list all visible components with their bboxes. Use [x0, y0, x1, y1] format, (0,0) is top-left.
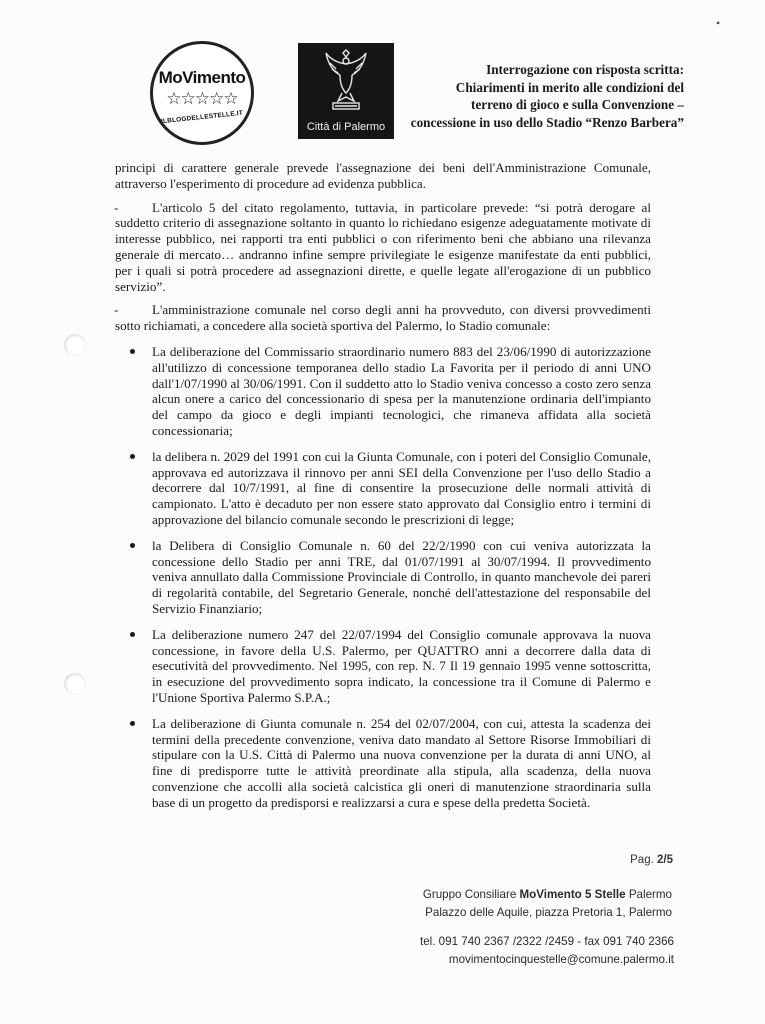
citta-di-palermo-logo: [298, 43, 394, 139]
title-line: Chiarimenti in merito alle condizioni del: [455, 79, 684, 95]
dash-marker: -: [114, 302, 119, 318]
group-line: [423, 886, 672, 904]
dash-marker: -: [114, 199, 119, 215]
paragraph-text: L'amministrazione comunale nel corso degli anni ha provveduto, con diversi provvedimenti sotto richiamati, a concedere alla società sportiva del Palermo, lo Stadio comunale:: [115, 302, 651, 334]
intro-paragraph: principi di carattere generale prevede l'assegnazione dei beni dell'Amministrazione Comunale, attraverso l'esperimento di procedure ad evidenza pubblica.: [115, 160, 651, 191]
group-suffix: Palermo: [625, 888, 672, 901]
punch-hole: [64, 673, 86, 695]
email-line: movimentocinquestelle@comune.palermo.it: [448, 953, 674, 966]
group-prefix: Gruppo Consiliare: [422, 888, 520, 901]
page-label: Pag.: [630, 854, 657, 866]
list-item-text: La deliberazione di Giunta comunale n. 254 del 02/07/2004, con cui, attesta la scadenza dei termini della precedente convenzione, veniva dato mandato al Settore Risorse Immobiliari di stipulare con la U.S. Città di Palermo una nuova convenzione per la durata di anni UNO, al fine di predisporre tutte le attività preordinate alla stipula, alla scadenza, della nuova convenzione che accolli alla società calcistica gli oneri di manutenzione straordinaria sulla base di un progetto da predisporsi e realizzarsi a cura e spese della predetta Società.: [152, 715, 651, 810]
title-line: concessione in uso dello Stadio “Renzo Barbera”: [410, 114, 684, 130]
title-line: Interrogazione con risposta scritta:: [486, 62, 684, 77]
list-item-text: La deliberazione numero 247 del 22/07/1994 del Consiglio comunale approvava la nuova concessione, in favore della U.S. Palermo, per QUATTRO anni a decorrere dalla data di esecutività del provvedimento. Nel 1995, con rep. N. 7 Il 19 gennaio 1995 venne sottoscritta, in esecuzione del provvedimento sopra indicato, la concessione tra il Comune di Palermo e l'Unione Sportiva Palermo S.P.A.;: [152, 626, 651, 705]
list-item-text: La deliberazione del Commissario straordinario numero 883 del 23/06/1990 di autorizzazione all'utilizzo di concessione temporanea dello stadio La Favorita per il periodo di anni UNO dall'1/07/1990 al 30/06/1991. Con il suddetto atto lo Stadio veniva concesso a costo zero senza alcun onere a carico del concessionario di spesa per la manutenzione ordinaria dell'impianto del campo da gioco e degli impianti tecnologici, che rimaneva affidata alla società concessionaria;: [152, 343, 651, 438]
corner-mark: •: [716, 16, 721, 30]
page-value: 2/5: [657, 854, 673, 866]
paragraph-text: L'articolo 5 del citato regolamento, tuttavia, in particolare prevede: “si potrà derogare al suddetto criterio di assegnazione soltanto in quanto lo richiedano esigenze adeguatamente motivate di interesse pubblico, nei rapporti tra enti pubblici o con riferimento beni che abbiano una rilevanza generale di mercato… andranno infine sempre privilegiate le esigenze manifestate da enti pubblici, per i quali si potrà procedere ad assegnazioni dirette, e quelle legate all'erogazione di un pubblico servizio”.: [115, 199, 651, 294]
list-item: [115, 449, 651, 528]
logo-word: MoVimento: [158, 68, 246, 87]
list-item-text: la delibera n. 2029 del 1991 con cui la Giunta Comunale, con i poteri del Consiglio Comunale, approvava ed autorizzava il rinnovo per anni SEI della Convenzione per l'uso dello Stadio a decorrere dal 10/7/1991, al fine di consentire la prosecuzione delle normali attività di campionato. L'atto è decaduto per non essere stato approvato dal Consiglio entro i termini di approvazione del bilancio comunale secondo le prescrizioni di legge;: [152, 448, 651, 527]
group-name: MoVimento 5 Stelle: [519, 888, 626, 901]
bullet-icon: [130, 632, 135, 637]
list-item: [115, 716, 651, 811]
bullet-icon: [130, 454, 135, 459]
address-line: Palazzo delle Aquile, piazza Pretoria 1, Palermo: [425, 906, 672, 919]
footer-contact-block: [420, 933, 674, 969]
page-number: [630, 854, 673, 866]
dash-paragraph: [115, 302, 651, 334]
list-item: [115, 627, 651, 706]
bullet-icon: [130, 721, 135, 726]
phone-line: tel. 091 740 2367 /2322 /2459 - fax 091 740 2366: [420, 935, 674, 948]
punch-hole: [64, 334, 86, 356]
movimento-5-stelle-logo: [150, 41, 254, 145]
logo-stars: ☆☆☆☆☆: [166, 89, 238, 108]
bullet-icon: [130, 543, 135, 548]
bullet-icon: [130, 349, 135, 354]
title-line: terreno di gioco e sulla Convenzione –: [471, 97, 684, 112]
list-item: [115, 538, 651, 617]
list-item-text: la Delibera di Consiglio Comunale n. 60 del 22/2/1990 con cui veniva autorizzata la concessione dello Stadio per anni TRE, dal 01/07/1991 al 30/07/1994. Il provvedimento veniva annullato dalla Commissione Provinciale di Controllo, in quanto manchevole dei pareri di regolarità contabile, del Segretario Generale, nonché dell'attestazione del responsabile del Servizio Finanziario;: [152, 537, 651, 616]
list-item: [115, 344, 651, 439]
city-name-label: Città di Palermo: [306, 121, 386, 133]
eagle-emblem-icon: [324, 49, 368, 115]
footer-address-block: [423, 886, 672, 922]
logo-url: ILBLOGDELLESTELLE.IT: [160, 109, 244, 126]
dash-paragraph: [115, 200, 651, 295]
document-body: [115, 160, 651, 820]
document-title: [384, 61, 684, 131]
provvedimenti-list: [115, 344, 651, 811]
